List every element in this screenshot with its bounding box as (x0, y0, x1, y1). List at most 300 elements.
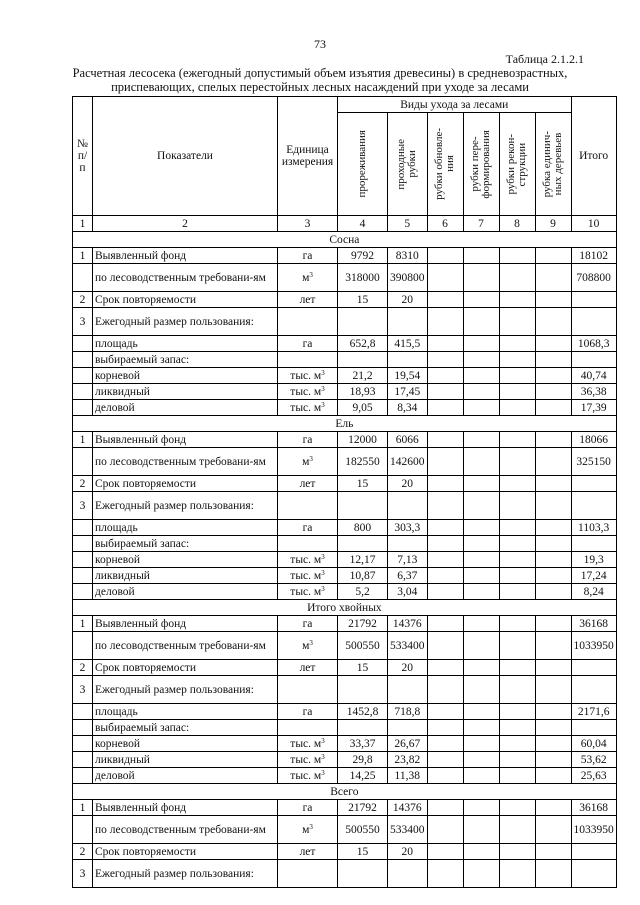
value-cell-c5: 19,54 (388, 368, 428, 384)
value-cell-c9 (535, 860, 571, 888)
value-cell-c6 (427, 308, 463, 336)
value-cell-c7 (463, 448, 499, 476)
row-indicator: выбираемый запас: (93, 536, 278, 552)
row-unit-text: лет (299, 661, 316, 674)
value-cell-c9 (535, 844, 571, 860)
row-unit-exponent: 3 (321, 384, 325, 393)
section-title: Ель (73, 416, 617, 432)
row-unit-text: га (302, 521, 313, 534)
value-cell-c4: 12000 (338, 432, 388, 448)
column-number: 5 (388, 216, 428, 232)
row-number (73, 584, 93, 600)
value-cell-c7 (463, 768, 499, 784)
value-cell-c5: 14376 (388, 616, 428, 632)
value-cell-c6 (427, 536, 463, 552)
row-indicator: Выявленный фонд (93, 616, 278, 632)
row-total (571, 492, 616, 520)
row-unit (278, 352, 338, 368)
row-number (73, 552, 93, 568)
value-cell-c5 (388, 720, 428, 736)
value-cell-c9 (535, 816, 571, 844)
row-number (73, 536, 93, 552)
row-unit (278, 336, 338, 352)
table-row (73, 432, 617, 448)
row-indicator: корневой (93, 552, 278, 568)
value-cell-c8 (499, 432, 535, 448)
table-row (73, 552, 617, 568)
row-total (571, 292, 616, 308)
value-cell-c7 (463, 400, 499, 416)
row-total: 17,39 (571, 400, 616, 416)
value-cell-c8 (499, 676, 535, 704)
row-unit (278, 816, 338, 844)
header-care-type (427, 113, 463, 216)
value-cell-c5: 718,8 (388, 704, 428, 720)
row-unit-exponent: 3 (321, 752, 325, 761)
row-unit (278, 616, 338, 632)
value-cell-c5: 6066 (388, 432, 428, 448)
forest-cutting-table (72, 96, 617, 888)
row-unit-text: тыс. м (290, 569, 322, 582)
value-cell-c6 (427, 552, 463, 568)
value-cell-c7 (463, 660, 499, 676)
row-total: 1103,3 (571, 520, 616, 536)
value-cell-c9 (535, 448, 571, 476)
table-row (73, 632, 617, 660)
row-unit-text: тыс. м (290, 769, 322, 782)
table-row (73, 520, 617, 536)
header-care-type-label: рубки рекон- струкции (505, 133, 528, 195)
row-unit-text: м (302, 455, 310, 468)
value-cell-c4: 800 (338, 520, 388, 536)
value-cell-c4 (338, 536, 388, 552)
table-row (73, 536, 617, 552)
row-unit (278, 432, 338, 448)
column-number: 1 (73, 216, 93, 232)
value-cell-c5: 20 (388, 292, 428, 308)
table-body (73, 232, 617, 888)
value-cell-c8 (499, 368, 535, 384)
row-indicator: по лесоводственным требовани-ям (93, 264, 278, 292)
row-indicator: выбираемый запас: (93, 720, 278, 736)
row-indicator: Ежегодный размер пользования: (93, 492, 278, 520)
row-unit (278, 660, 338, 676)
row-number: 2 (73, 844, 93, 860)
value-cell-c4: 5,2 (338, 584, 388, 600)
row-number (73, 752, 93, 768)
row-unit-text: га (302, 433, 313, 446)
value-cell-c5: 20 (388, 660, 428, 676)
value-cell-c9 (535, 800, 571, 816)
value-cell-c9 (535, 616, 571, 632)
row-unit-text: лет (299, 845, 316, 858)
table-row (73, 264, 617, 292)
header-care-type (499, 113, 535, 216)
row-total: 708800 (571, 264, 616, 292)
value-cell-c4 (338, 308, 388, 336)
value-cell-c8 (499, 536, 535, 552)
table-row (73, 292, 617, 308)
section-title: Всего (73, 784, 617, 800)
row-unit (278, 292, 338, 308)
row-total: 1033950 (571, 816, 616, 844)
table-row (73, 248, 617, 264)
row-number: 3 (73, 308, 93, 336)
table-row (73, 584, 617, 600)
value-cell-c5 (388, 308, 428, 336)
value-cell-c8 (499, 632, 535, 660)
value-cell-c9 (535, 336, 571, 352)
value-cell-c6 (427, 336, 463, 352)
value-cell-c6 (427, 400, 463, 416)
value-cell-c9 (535, 568, 571, 584)
value-cell-c5 (388, 676, 428, 704)
value-cell-c7 (463, 384, 499, 400)
column-number: 8 (499, 216, 535, 232)
value-cell-c5: 390800 (388, 264, 428, 292)
value-cell-c4: 33,37 (338, 736, 388, 752)
value-cell-c5: 8,34 (388, 400, 428, 416)
value-cell-c7 (463, 752, 499, 768)
row-unit-exponent: 3 (321, 568, 325, 577)
value-cell-c8 (499, 248, 535, 264)
value-cell-c8 (499, 476, 535, 492)
value-cell-c7 (463, 264, 499, 292)
table-row (73, 308, 617, 336)
header-total: Итого (571, 97, 616, 216)
table-row (73, 400, 617, 416)
value-cell-c9 (535, 632, 571, 660)
value-cell-c6 (427, 860, 463, 888)
value-cell-c9 (535, 308, 571, 336)
value-cell-c8 (499, 800, 535, 816)
row-unit (278, 752, 338, 768)
value-cell-c9 (535, 384, 571, 400)
row-number: 2 (73, 660, 93, 676)
value-cell-c5: 3,04 (388, 584, 428, 600)
row-unit (278, 720, 338, 736)
value-cell-c8 (499, 660, 535, 676)
header-care-type-label: рубки пере- формирования (469, 129, 492, 199)
row-indicator: деловой (93, 768, 278, 784)
row-total: 53,62 (571, 752, 616, 768)
value-cell-c8 (499, 292, 535, 308)
value-cell-c7 (463, 584, 499, 600)
row-number: 3 (73, 676, 93, 704)
value-cell-c7 (463, 552, 499, 568)
row-number (73, 400, 93, 416)
value-cell-c8 (499, 704, 535, 720)
value-cell-c9 (535, 476, 571, 492)
value-cell-c4: 18,93 (338, 384, 388, 400)
value-cell-c4: 21,2 (338, 368, 388, 384)
row-indicator: корневой (93, 736, 278, 752)
value-cell-c6 (427, 292, 463, 308)
row-total: 36168 (571, 616, 616, 632)
value-cell-c5 (388, 860, 428, 888)
value-cell-c6 (427, 632, 463, 660)
value-cell-c6 (427, 448, 463, 476)
row-number (73, 768, 93, 784)
row-indicator: по лесоводственным требовани-ям (93, 632, 278, 660)
table-row (73, 448, 617, 476)
column-number: 3 (278, 216, 338, 232)
value-cell-c7 (463, 800, 499, 816)
value-cell-c7 (463, 308, 499, 336)
value-cell-c5: 23,82 (388, 752, 428, 768)
section-row (73, 416, 617, 432)
value-cell-c6 (427, 816, 463, 844)
value-cell-c4 (338, 352, 388, 368)
value-cell-c5: 20 (388, 476, 428, 492)
value-cell-c5: 14376 (388, 800, 428, 816)
value-cell-c8 (499, 352, 535, 368)
value-cell-c9 (535, 264, 571, 292)
row-total: 8,24 (571, 584, 616, 600)
row-total (571, 660, 616, 676)
row-total (571, 860, 616, 888)
value-cell-c7 (463, 476, 499, 492)
row-unit-text: лет (299, 477, 316, 490)
value-cell-c6 (427, 520, 463, 536)
row-unit (278, 248, 338, 264)
value-cell-c8 (499, 720, 535, 736)
table-row (73, 336, 617, 352)
value-cell-c5: 7,13 (388, 552, 428, 568)
row-total (571, 844, 616, 860)
value-cell-c9 (535, 736, 571, 752)
row-unit (278, 520, 338, 536)
row-unit-exponent: 3 (321, 552, 325, 561)
row-total (571, 308, 616, 336)
value-cell-c4 (338, 676, 388, 704)
value-cell-c4 (338, 492, 388, 520)
value-cell-c7 (463, 292, 499, 308)
row-unit (278, 400, 338, 416)
table-row (73, 476, 617, 492)
value-cell-c7 (463, 632, 499, 660)
table-row (73, 616, 617, 632)
row-number (73, 384, 93, 400)
row-unit (278, 568, 338, 584)
row-total: 1033950 (571, 632, 616, 660)
row-total (571, 476, 616, 492)
value-cell-c6 (427, 844, 463, 860)
row-number: 3 (73, 860, 93, 888)
value-cell-c5: 20 (388, 844, 428, 860)
value-cell-c4: 10,87 (338, 568, 388, 584)
row-number (73, 352, 93, 368)
header-care-type (535, 113, 571, 216)
header-care-type-label: проходные рубки (395, 138, 419, 190)
row-unit (278, 384, 338, 400)
value-cell-c9 (535, 520, 571, 536)
value-cell-c8 (499, 492, 535, 520)
row-total: 18066 (571, 432, 616, 448)
value-cell-c6 (427, 492, 463, 520)
row-indicator: деловой (93, 400, 278, 416)
value-cell-c6 (427, 720, 463, 736)
value-cell-c7 (463, 860, 499, 888)
value-cell-c6 (427, 568, 463, 584)
table-row (73, 492, 617, 520)
value-cell-c6 (427, 704, 463, 720)
value-cell-c7 (463, 492, 499, 520)
section-row (73, 232, 617, 248)
row-number (73, 632, 93, 660)
row-total: 17,24 (571, 568, 616, 584)
value-cell-c6 (427, 800, 463, 816)
value-cell-c6 (427, 752, 463, 768)
page-number: 73 (314, 37, 326, 51)
value-cell-c5: 533400 (388, 816, 428, 844)
row-number: 1 (73, 616, 93, 632)
value-cell-c7 (463, 568, 499, 584)
value-cell-c7 (463, 368, 499, 384)
row-unit (278, 704, 338, 720)
value-cell-c8 (499, 520, 535, 536)
value-cell-c8 (499, 384, 535, 400)
value-cell-c5 (388, 492, 428, 520)
value-cell-c4: 15 (338, 476, 388, 492)
row-unit (278, 476, 338, 492)
value-cell-c7 (463, 720, 499, 736)
row-indicator: Срок повторяемости (93, 660, 278, 676)
value-cell-c7 (463, 844, 499, 860)
section-title: Сосна (73, 232, 617, 248)
value-cell-c9 (535, 552, 571, 568)
row-unit-text: тыс. м (290, 753, 322, 766)
row-unit (278, 368, 338, 384)
value-cell-c7 (463, 676, 499, 704)
value-cell-c9 (535, 660, 571, 676)
section-row (73, 600, 617, 616)
value-cell-c8 (499, 264, 535, 292)
row-total: 36,38 (571, 384, 616, 400)
row-indicator: ликвидный (93, 384, 278, 400)
row-indicator: Выявленный фонд (93, 432, 278, 448)
value-cell-c9 (535, 248, 571, 264)
row-unit-text: га (302, 249, 313, 262)
value-cell-c4: 12,17 (338, 552, 388, 568)
row-indicator: по лесоводственным требовани-ям (93, 816, 278, 844)
value-cell-c6 (427, 768, 463, 784)
row-number (73, 448, 93, 476)
value-cell-c8 (499, 568, 535, 584)
value-cell-c9 (535, 292, 571, 308)
row-total (571, 352, 616, 368)
row-number (73, 736, 93, 752)
row-total (571, 720, 616, 736)
value-cell-c8 (499, 308, 535, 336)
table-label: Таблица 2.1.2.1 (505, 52, 584, 66)
row-unit-text: га (302, 337, 313, 350)
header-care-type (388, 113, 428, 216)
value-cell-c9 (535, 768, 571, 784)
row-unit-exponent: 3 (309, 822, 313, 831)
table-header (73, 97, 617, 232)
header-care-type-label: рубки обновле- ния (433, 128, 456, 200)
value-cell-c5: 17,45 (388, 384, 428, 400)
value-cell-c6 (427, 476, 463, 492)
row-unit-exponent: 3 (309, 270, 313, 279)
row-indicator: деловой (93, 584, 278, 600)
value-cell-c4: 9,05 (338, 400, 388, 416)
value-cell-c5: 533400 (388, 632, 428, 660)
value-cell-c5: 26,67 (388, 736, 428, 752)
value-cell-c4 (338, 860, 388, 888)
value-cell-c8 (499, 860, 535, 888)
value-cell-c8 (499, 768, 535, 784)
value-cell-c4: 1452,8 (338, 704, 388, 720)
row-total (571, 536, 616, 552)
column-number: 2 (93, 216, 278, 232)
header-care-type-label: рубка единич- ных деревьев (541, 130, 564, 198)
row-indicator: Выявленный фонд (93, 248, 278, 264)
value-cell-c4: 9792 (338, 248, 388, 264)
value-cell-c6 (427, 660, 463, 676)
row-indicator: ликвидный (93, 568, 278, 584)
table-row (73, 736, 617, 752)
table-row (73, 704, 617, 720)
row-total: 2171,6 (571, 704, 616, 720)
row-unit-exponent: 3 (309, 454, 313, 463)
row-indicator: Срок повторяемости (93, 292, 278, 308)
row-total: 36168 (571, 800, 616, 816)
row-unit (278, 536, 338, 552)
value-cell-c4: 500550 (338, 632, 388, 660)
row-number: 3 (73, 492, 93, 520)
value-cell-c4: 21792 (338, 616, 388, 632)
row-unit-exponent: 3 (321, 768, 325, 777)
row-total: 18102 (571, 248, 616, 264)
row-number (73, 704, 93, 720)
header-care-type (463, 113, 499, 216)
row-indicator: Срок повторяемости (93, 476, 278, 492)
value-cell-c9 (535, 720, 571, 736)
row-indicator: Ежегодный размер пользования: (93, 308, 278, 336)
value-cell-c4: 15 (338, 844, 388, 860)
header-care-type-label: прореживания (356, 130, 368, 198)
value-cell-c6 (427, 264, 463, 292)
row-unit (278, 800, 338, 816)
header-unit: Единица измерения (278, 97, 338, 216)
row-number: 1 (73, 248, 93, 264)
table-row (73, 368, 617, 384)
value-cell-c8 (499, 844, 535, 860)
row-unit-text: га (302, 617, 313, 630)
row-number (73, 264, 93, 292)
row-unit (278, 676, 338, 704)
row-indicator: площадь (93, 336, 278, 352)
row-unit-text: тыс. м (290, 401, 322, 414)
value-cell-c9 (535, 536, 571, 552)
row-unit-text: лет (299, 293, 316, 306)
row-number (73, 816, 93, 844)
value-cell-c9 (535, 432, 571, 448)
row-unit (278, 308, 338, 336)
row-unit-exponent: 3 (321, 400, 325, 409)
table-row (73, 844, 617, 860)
value-cell-c5: 415,5 (388, 336, 428, 352)
value-cell-c8 (499, 752, 535, 768)
row-total: 60,04 (571, 736, 616, 752)
value-cell-c9 (535, 492, 571, 520)
row-indicator: Ежегодный размер пользования: (93, 676, 278, 704)
value-cell-c5: 11,38 (388, 768, 428, 784)
value-cell-c4: 29,8 (338, 752, 388, 768)
row-number (73, 336, 93, 352)
